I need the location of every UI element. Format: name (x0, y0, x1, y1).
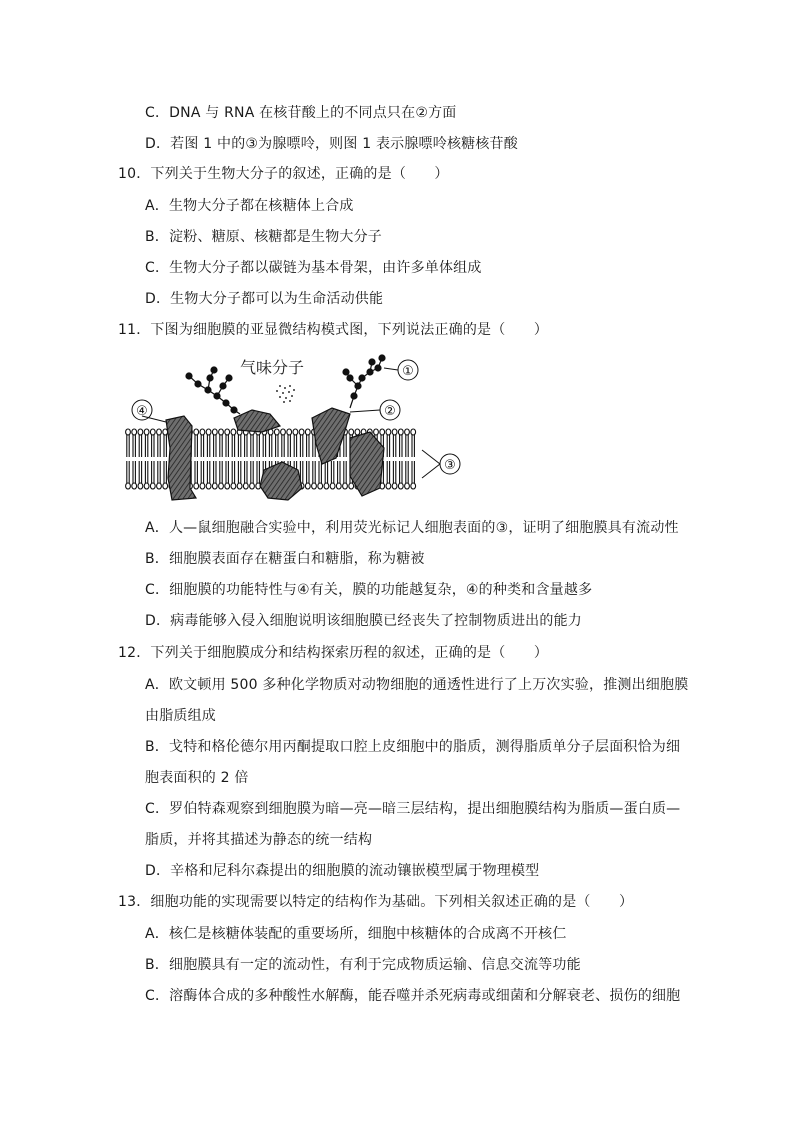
lipid-head (324, 483, 329, 489)
lipid-tail (201, 461, 203, 483)
lipid-head (250, 483, 255, 489)
lipid-tail (307, 461, 309, 483)
lipid-tail (288, 435, 290, 457)
lipid-tail (201, 435, 203, 457)
lipid-tail (412, 435, 414, 457)
option-12a-continued: 由脂质组成 (145, 708, 216, 724)
lipid-tail (387, 435, 389, 457)
lipid-head (126, 483, 131, 489)
lipid-head (336, 483, 341, 489)
lipid-tail (220, 435, 222, 457)
lipid-tail (344, 461, 346, 483)
lipid-tail (226, 435, 228, 457)
lipid-head (293, 429, 298, 435)
lipid-tail (139, 435, 141, 457)
lipid-tail (400, 435, 402, 457)
lipid-tail (164, 461, 166, 483)
lipid-tail (152, 461, 154, 483)
lipid-tail (152, 435, 154, 457)
lipid-head (398, 483, 403, 489)
lipid-head (157, 483, 162, 489)
option-11b: B．细胞膜表面存在糖蛋白和糖脂，称为糖被 (145, 551, 425, 567)
lipid-tail (226, 461, 228, 483)
lipid-head (206, 483, 211, 489)
lipid-head (231, 483, 236, 489)
lipid-tail (232, 435, 234, 457)
option-10d: D．生物大分子都可以为生命活动供能 (145, 291, 384, 307)
option-13c: C．溶酶体合成的多种酸性水解酶，能吞噬并杀死病毒或细菌和分解衰老、损伤的细胞 (145, 988, 681, 1004)
lipid-tail (387, 461, 389, 483)
lipid-head (144, 429, 149, 435)
lipid-tail (393, 435, 395, 457)
lipid-tail (282, 435, 284, 457)
lipid-head (212, 483, 217, 489)
lipid-head (343, 483, 348, 489)
option-13b: B．细胞膜具有一定的流动性，有利于完成物质运输、信息交流等功能 (145, 957, 581, 973)
lipid-tail (263, 435, 265, 457)
option-10c: C．生物大分子都以碳链为基本骨架，由许多单体组成 (145, 260, 482, 276)
lipid-head (231, 429, 236, 435)
lipid-tail (393, 461, 395, 483)
lipid-tail (220, 461, 222, 483)
lipid-head (380, 429, 385, 435)
question-12-stem: 12．下列关于细胞膜成分和结构探索历程的叙述，正确的是（ ） (118, 645, 549, 661)
lipid-tail (313, 461, 315, 483)
question-13-stem: 13．细胞功能的实现需要以特定的结构作为基础。下列相关叙述正确的是（ ） (118, 894, 634, 910)
lipid-head (225, 429, 230, 435)
lipid-head (392, 429, 397, 435)
lipid-head (200, 483, 205, 489)
lipid-tail (400, 461, 402, 483)
lipid-tail (412, 461, 414, 483)
lipid-tail (307, 435, 309, 457)
lipid-tail (251, 461, 253, 483)
lipid-head (281, 429, 286, 435)
lipid-head (144, 483, 149, 489)
odor-molecule-label: 气味分子 (240, 358, 305, 377)
option-10b: B．淀粉、糖原、核糖都是生物大分子 (145, 229, 383, 245)
lipid-head (219, 429, 224, 435)
option-12d: D．辛格和尼科尔森提出的细胞膜的流动镶嵌模型属于物理模型 (145, 863, 540, 879)
lipid-head (157, 429, 162, 435)
lipid-head (194, 429, 199, 435)
lipid-tail (294, 435, 296, 457)
lipid-head (194, 483, 199, 489)
lipid-head (274, 429, 279, 435)
lipid-head (126, 429, 131, 435)
lipid-head (206, 429, 211, 435)
lipid-tail (158, 461, 160, 483)
lipid-head (330, 483, 335, 489)
lipid-head (349, 429, 354, 435)
lipid-head (150, 429, 155, 435)
lipid-tail (164, 435, 166, 457)
lipid-tail (319, 461, 321, 483)
cell-membrane-figure (122, 348, 467, 508)
option-11a: A．人—鼠细胞融合实验中，利用荧光标记人细胞表面的③，证明了细胞膜具有流动性 (145, 520, 679, 536)
lipid-tail (133, 461, 135, 483)
lipid-tail (145, 435, 147, 457)
option-10a: A．生物大分子都在核糖体上合成 (145, 198, 354, 214)
lipid-head (225, 483, 230, 489)
option-11c: C．细胞膜的功能特性与④有关，膜的功能越复杂，④的种类和含量越多 (145, 582, 593, 598)
option-12b: B．戈特和格伦德尔用丙酮提取口腔上皮细胞中的脂质，测得脂质单分子层面积恰为细 (145, 739, 681, 755)
option-11d: D．病毒能够入侵入细胞说明该细胞膜已经丧失了控制物质进出的能力 (145, 613, 582, 629)
lipid-tail (257, 461, 259, 483)
lipid-head (349, 483, 354, 489)
lipid-tail (300, 435, 302, 457)
lipid-tail (214, 461, 216, 483)
lipid-tail (325, 461, 327, 483)
lipid-tail (195, 461, 197, 483)
lipid-tail (344, 435, 346, 457)
lipid-head (386, 483, 391, 489)
lipid-tail (338, 461, 340, 483)
option-12a: A．欧文顿用 500 多种化学物质对动物细胞的通透性进行了上万次实验，推测出细胞膜 (145, 677, 689, 693)
question-10-stem: 10．下列关于生物大分子的叙述，正确的是（ ） (118, 166, 449, 182)
lipid-head (132, 429, 137, 435)
lipid-head (411, 429, 416, 435)
lipid-tail (127, 435, 129, 457)
label-circle-3: ③ (444, 458, 456, 473)
lipid-tail (245, 435, 247, 457)
lipid-head (243, 483, 248, 489)
option-12b-continued: 胞表面积的 2 倍 (145, 770, 249, 786)
option-13a: A．核仁是核糖体装配的重要场所，细胞中核糖体的合成离不开核仁 (145, 926, 567, 942)
lipid-tail (406, 461, 408, 483)
lipid-tail (245, 461, 247, 483)
lipid-tail (127, 461, 129, 483)
lipid-head (392, 483, 397, 489)
lipid-head (299, 429, 304, 435)
lipid-head (386, 429, 391, 435)
lipid-head (305, 483, 310, 489)
lipid-tail (139, 461, 141, 483)
question-11-stem: 11．下图为细胞膜的亚显微结构模式图，下列说法正确的是（ ） (118, 322, 549, 338)
lipid-head (398, 429, 403, 435)
label-circle-4: ④ (136, 404, 148, 419)
lipid-head (163, 483, 168, 489)
option-12c-continued: 脂质，并将其描述为静态的统一结构 (145, 832, 373, 848)
lipid-tail (238, 461, 240, 483)
lipid-tail (232, 461, 234, 483)
lipid-head (318, 483, 323, 489)
option-9d: D．若图 1 中的③为腺嘌呤，则图 1 表示腺嘌呤核糖核苷酸 (145, 136, 518, 152)
lipid-head (411, 483, 416, 489)
lipid-tail (207, 461, 209, 483)
lipid-tail (238, 435, 240, 457)
lipid-tail (214, 435, 216, 457)
lipid-tail (158, 435, 160, 457)
lipid-head (312, 483, 317, 489)
lipid-head (405, 483, 410, 489)
lipid-head (138, 483, 143, 489)
lipid-tail (276, 435, 278, 457)
lipid-head (200, 429, 205, 435)
lipid-tail (195, 435, 197, 457)
lipid-tail (251, 435, 253, 457)
lipid-head (212, 429, 217, 435)
lipid-head (237, 483, 242, 489)
lipid-head (219, 483, 224, 489)
lipid-head (138, 429, 143, 435)
label-circle-1: ① (402, 364, 414, 379)
lipid-tail (133, 435, 135, 457)
label-circle-2: ② (384, 404, 396, 419)
option-12c: C．罗伯特森观察到细胞膜为暗—亮—暗三层结构，提出细胞膜结构为脂质—蛋白质— (145, 801, 681, 817)
option-9c: C．DNA 与 RNA 在核苷酸上的不同点只在②方面 (145, 105, 457, 121)
lipid-tail (406, 435, 408, 457)
lipid-tail (257, 435, 259, 457)
lipid-head (305, 429, 310, 435)
lipid-tail (269, 435, 271, 457)
lipid-head (374, 429, 379, 435)
lipid-tail (145, 461, 147, 483)
lipid-tail (331, 461, 333, 483)
lipid-head (355, 429, 360, 435)
lipid-head (150, 483, 155, 489)
lipid-head (287, 429, 292, 435)
lipid-tail (207, 435, 209, 457)
odor-dots (276, 385, 295, 403)
lipid-head (132, 483, 137, 489)
lipid-head (405, 429, 410, 435)
